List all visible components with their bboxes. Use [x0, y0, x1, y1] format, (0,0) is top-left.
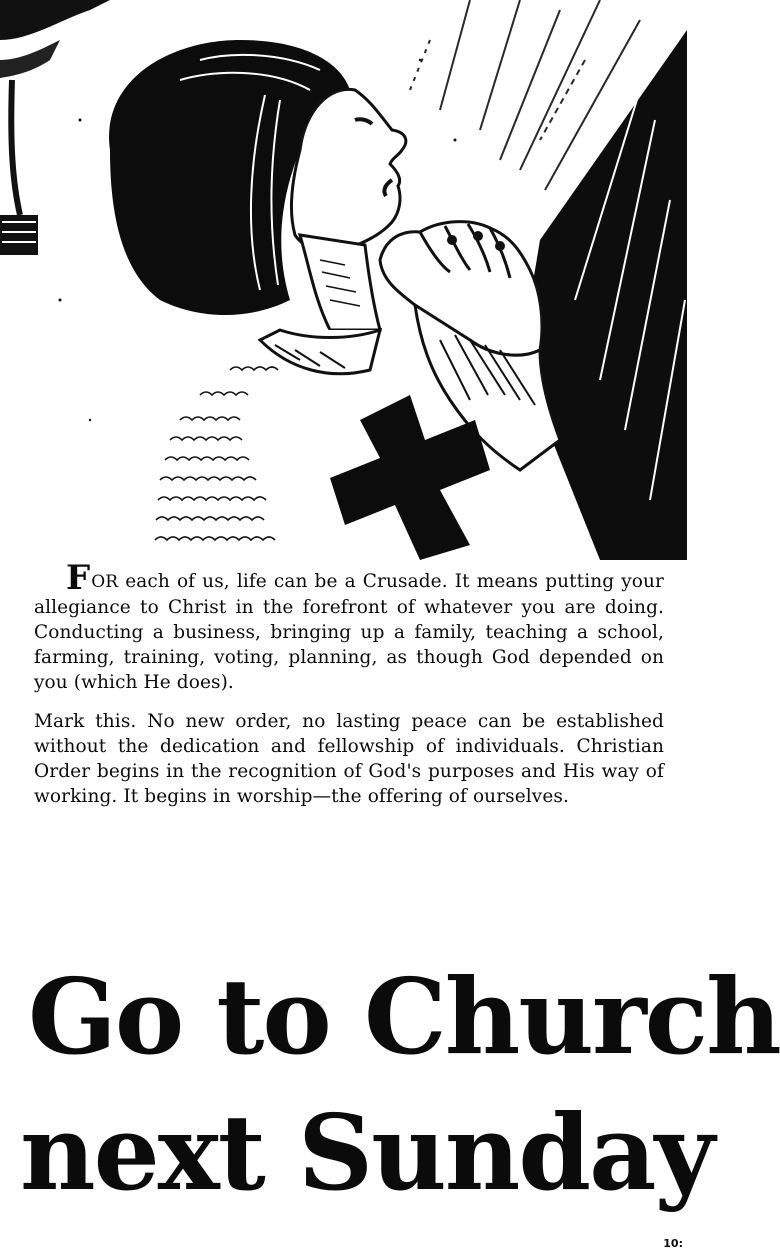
body-copy [34, 558, 664, 809]
paragraph-1-text: each of us, life can be a Crusade. It means putting your allegiance to Christ in the forefront of whatever you are doing. Conducting a business, bringing up a family, teaching a school, farming, training, voting, planning, as though God depended on you (which He does). [34, 571, 664, 693]
page-number: 10: [663, 1237, 683, 1250]
paragraph-2: Mark this. No new order, no lasting peace can be established without the dedication and fellowship of individuals. Christian Order begins in the recognition of God's purposes and His way of working. It begins in worship—the offering of ourselves. [34, 711, 664, 807]
headline-line-2: next Sunday [20, 1091, 713, 1214]
headline-line-1: Go to Church [28, 955, 780, 1078]
praying-figure-icon [0, 0, 687, 560]
praying-crusader-illustration [0, 0, 687, 560]
paragraph-1 [34, 558, 664, 695]
drop-cap: F [66, 558, 91, 598]
small-caps-lead: OR [91, 572, 119, 592]
